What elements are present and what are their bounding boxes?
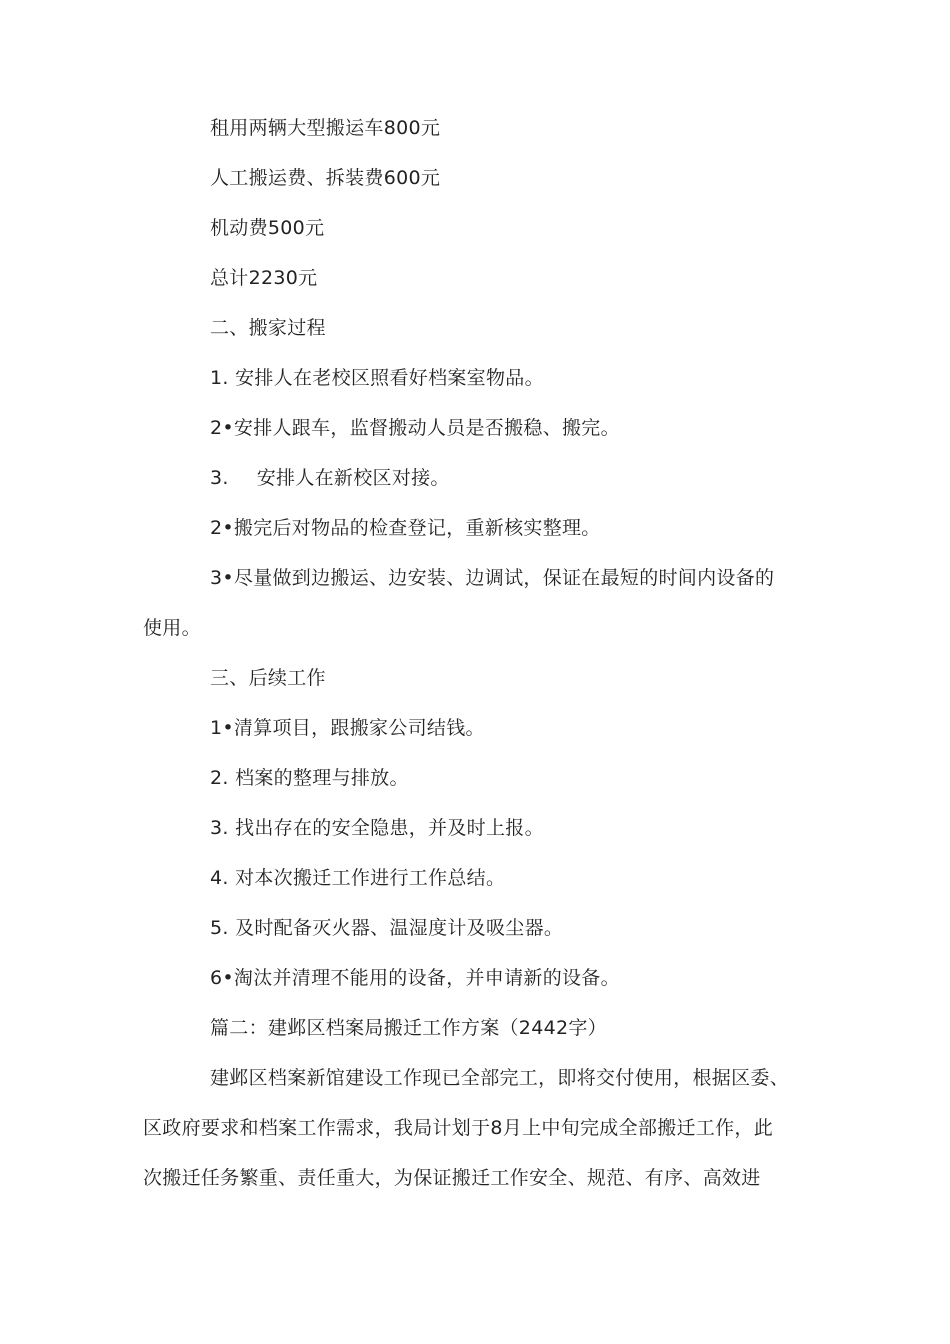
list-item: 2. 档案的整理与排放。 — [210, 767, 409, 789]
text-line: 使用。 — [143, 617, 201, 639]
paragraph-line: 区政府要求和档案工作需求，我局计划于8月上中旬完成全部搬迁工作，此 — [143, 1117, 773, 1139]
paragraph-line: 次搬迁任务繁重、责任重大，为保证搬迁工作安全、规范、有序、高效进 — [143, 1167, 761, 1189]
chapter-title: 篇二：建邺区档案局搬迁工作方案（2442字） — [210, 1017, 607, 1039]
section-heading: 二、搬家过程 — [210, 317, 326, 339]
list-text: 安排人在新校区对接。 — [256, 467, 450, 489]
list-item: 1•清算项目，跟搬家公司结钱。 — [210, 717, 485, 739]
list-item: 6•淘汰并清理不能用的设备，并申请新的设备。 — [210, 967, 620, 989]
text-line: 机动费500元 — [210, 217, 325, 239]
list-item: 1. 安排人在老校区照看好档案室物品。 — [210, 367, 544, 389]
text-line: 租用两辆大型搬运车800元 — [210, 117, 441, 139]
list-item: 2•安排人跟车，监督搬动人员是否搬稳、搬完。 — [210, 417, 620, 439]
list-item: 5. 及时配备灭火器、温湿度计及吸尘器。 — [210, 917, 564, 939]
list-item: 3•尽量做到边搬运、边安装、边调试，保证在最短的时间内设备的 — [210, 567, 775, 589]
paragraph-line: 建邺区档案新馆建设工作现已全部完工，即将交付使用，根据区委、 — [210, 1067, 790, 1089]
list-item: 4. 对本次搬迁工作进行工作总结。 — [210, 867, 506, 889]
section-heading: 三、后续工作 — [210, 667, 326, 689]
text-line: 总计2230元 — [210, 267, 318, 289]
text-line: 人工搬运费、拆装费600元 — [210, 167, 441, 189]
list-item — [210, 466, 450, 490]
list-item: 2•搬完后对物品的检查登记，重新核实整理。 — [210, 517, 601, 539]
list-item: 3. 找出存在的安全隐患，并及时上报。 — [210, 817, 544, 839]
list-number: 3. — [210, 467, 229, 489]
